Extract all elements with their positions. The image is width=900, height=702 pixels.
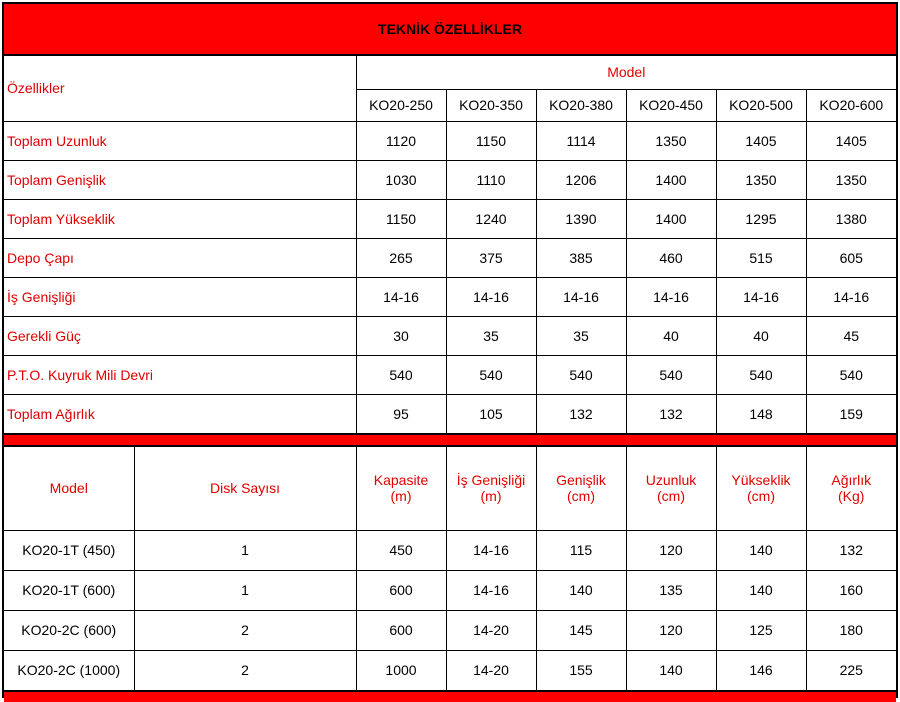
table-cell: 135 <box>626 570 716 610</box>
table-cell: 1400 <box>626 160 716 199</box>
column-header <box>134 447 356 530</box>
table-cell: 460 <box>626 238 716 277</box>
table-cell: 148 <box>716 394 806 433</box>
table-cell: 14-16 <box>536 277 626 316</box>
table-cell: 1206 <box>536 160 626 199</box>
table-cell: 40 <box>716 316 806 355</box>
table-cell: 2 <box>134 610 356 650</box>
column-header-line1: Genişlik <box>556 472 606 489</box>
table-cell: 1 <box>134 530 356 570</box>
column-header <box>536 447 626 530</box>
table-cell: 146 <box>716 650 806 690</box>
column-header <box>716 447 806 530</box>
table-cell: 1295 <box>716 199 806 238</box>
row-label: Toplam Genişlik <box>4 160 356 199</box>
column-header <box>356 447 446 530</box>
column-header-line1: Disk Sayısı <box>209 480 280 497</box>
column-header-line1: Uzunluk <box>645 472 697 489</box>
column-header-line2: (m) <box>390 488 412 505</box>
table-cell: 605 <box>806 238 896 277</box>
table-cell: 1405 <box>716 121 806 160</box>
table-cell: 1150 <box>356 199 446 238</box>
column-header-line1: Model <box>49 480 88 497</box>
table-row <box>4 355 896 394</box>
table-row <box>4 199 896 238</box>
table-cell: 1150 <box>446 121 536 160</box>
table-cell: 140 <box>536 570 626 610</box>
row-label: P.T.O. Kuyruk Mili Devri <box>4 355 356 394</box>
row-label: Toplam Yükseklik <box>4 199 356 238</box>
row-label: Toplam Uzunluk <box>4 121 356 160</box>
table-cell: 132 <box>536 394 626 433</box>
model-column-header: KO20-250 <box>356 89 446 121</box>
column-header-line2: (Kg) <box>838 488 865 505</box>
row-label: Depo Çapı <box>4 238 356 277</box>
table-cell: 225 <box>806 650 896 690</box>
table-cell: 540 <box>536 355 626 394</box>
table-row <box>4 277 896 316</box>
table-cell: 1380 <box>806 199 896 238</box>
table-cell: 95 <box>356 394 446 433</box>
table-cell: 600 <box>356 570 446 610</box>
table-cell: 1240 <box>446 199 536 238</box>
column-header-line1: Kapasite <box>373 472 429 489</box>
table-row <box>4 650 896 690</box>
table-cell: 140 <box>626 650 716 690</box>
table-cell: 14-16 <box>446 530 536 570</box>
table-cell: 45 <box>806 316 896 355</box>
row-label: Toplam Ağırlık <box>4 394 356 433</box>
column-header <box>626 447 716 530</box>
feature-header: Özellikler <box>4 56 356 121</box>
table-row <box>4 394 896 433</box>
table-cell: 155 <box>536 650 626 690</box>
model-column-header: KO20-600 <box>806 89 896 121</box>
table-row <box>4 238 896 277</box>
table-row <box>4 570 896 610</box>
table-cell: 450 <box>356 530 446 570</box>
table-cell: 180 <box>806 610 896 650</box>
table-cell: 600 <box>356 610 446 650</box>
table-cell: 14-16 <box>446 277 536 316</box>
table-cell: 120 <box>626 610 716 650</box>
table-cell: 1350 <box>626 121 716 160</box>
table-cell: 35 <box>536 316 626 355</box>
page-title: TEKNİK ÖZELLİKLER <box>4 4 896 56</box>
column-header <box>806 447 896 530</box>
model-column-header: KO20-350 <box>446 89 536 121</box>
table-cell: 1120 <box>356 121 446 160</box>
table-cell: 1114 <box>536 121 626 160</box>
table-cell: 120 <box>626 530 716 570</box>
table-cell: 2 <box>134 650 356 690</box>
table-cell: KO20-1T (600) <box>4 570 134 610</box>
table-cell: 140 <box>716 530 806 570</box>
table-cell: 265 <box>356 238 446 277</box>
column-header-line1: Ağırlık <box>831 472 872 489</box>
table-cell: 1390 <box>536 199 626 238</box>
table-cell: 1350 <box>806 160 896 199</box>
column-header-line2: (cm) <box>657 488 685 505</box>
table-row <box>4 316 896 355</box>
table-cell: 14-16 <box>626 277 716 316</box>
table-cell: 132 <box>626 394 716 433</box>
model-header: Model <box>356 56 896 89</box>
table-row <box>4 160 896 199</box>
table-cell: 14-20 <box>446 650 536 690</box>
column-header-line1: İş Genişliği <box>456 472 526 489</box>
row-label: Gerekli Güç <box>4 316 356 355</box>
table-cell: 540 <box>446 355 536 394</box>
table-cell: 159 <box>806 394 896 433</box>
column-header <box>4 447 134 530</box>
column-header-line2: (m) <box>480 488 502 505</box>
table-cell: 385 <box>536 238 626 277</box>
table-row <box>4 610 896 650</box>
row-label: İş Genişliği <box>4 277 356 316</box>
disk-table <box>4 447 896 690</box>
column-header <box>446 447 536 530</box>
table-cell: 540 <box>626 355 716 394</box>
table-cell: 160 <box>806 570 896 610</box>
table-cell: 115 <box>536 530 626 570</box>
table-cell: 1405 <box>806 121 896 160</box>
table-cell: 145 <box>536 610 626 650</box>
table-cell: KO20-1T (450) <box>4 530 134 570</box>
column-header-line2: (cm) <box>747 488 775 505</box>
table-cell: 1400 <box>626 199 716 238</box>
table-cell: 35 <box>446 316 536 355</box>
table-cell: 540 <box>716 355 806 394</box>
table-cell: 140 <box>716 570 806 610</box>
table-cell: 375 <box>446 238 536 277</box>
table-cell: 540 <box>356 355 446 394</box>
spec-sheet <box>2 2 898 698</box>
spec-table <box>4 56 896 433</box>
table-cell: 30 <box>356 316 446 355</box>
section-separator <box>4 433 896 447</box>
bottom-separator <box>4 690 896 702</box>
table-cell: 1 <box>134 570 356 610</box>
table-cell: 132 <box>806 530 896 570</box>
model-column-header: KO20-500 <box>716 89 806 121</box>
table-cell: 540 <box>806 355 896 394</box>
table-cell: 1000 <box>356 650 446 690</box>
column-header-line1: Yükseklik <box>731 472 791 489</box>
model-column-header: KO20-380 <box>536 89 626 121</box>
table-cell: 14-16 <box>446 570 536 610</box>
table-cell: 1110 <box>446 160 536 199</box>
table-cell: 14-20 <box>446 610 536 650</box>
table-cell: 125 <box>716 610 806 650</box>
table-row <box>4 121 896 160</box>
table-cell: 14-16 <box>806 277 896 316</box>
model-column-header: KO20-450 <box>626 89 716 121</box>
table-cell: 1030 <box>356 160 446 199</box>
table-cell: KO20-2C (600) <box>4 610 134 650</box>
table-cell: 40 <box>626 316 716 355</box>
table-cell: 14-16 <box>356 277 446 316</box>
column-header-line2: (cm) <box>567 488 595 505</box>
table-cell: 105 <box>446 394 536 433</box>
table-cell: 14-16 <box>716 277 806 316</box>
table-cell: 1350 <box>716 160 806 199</box>
table-row <box>4 530 896 570</box>
table-cell: KO20-2C (1000) <box>4 650 134 690</box>
table-cell: 515 <box>716 238 806 277</box>
